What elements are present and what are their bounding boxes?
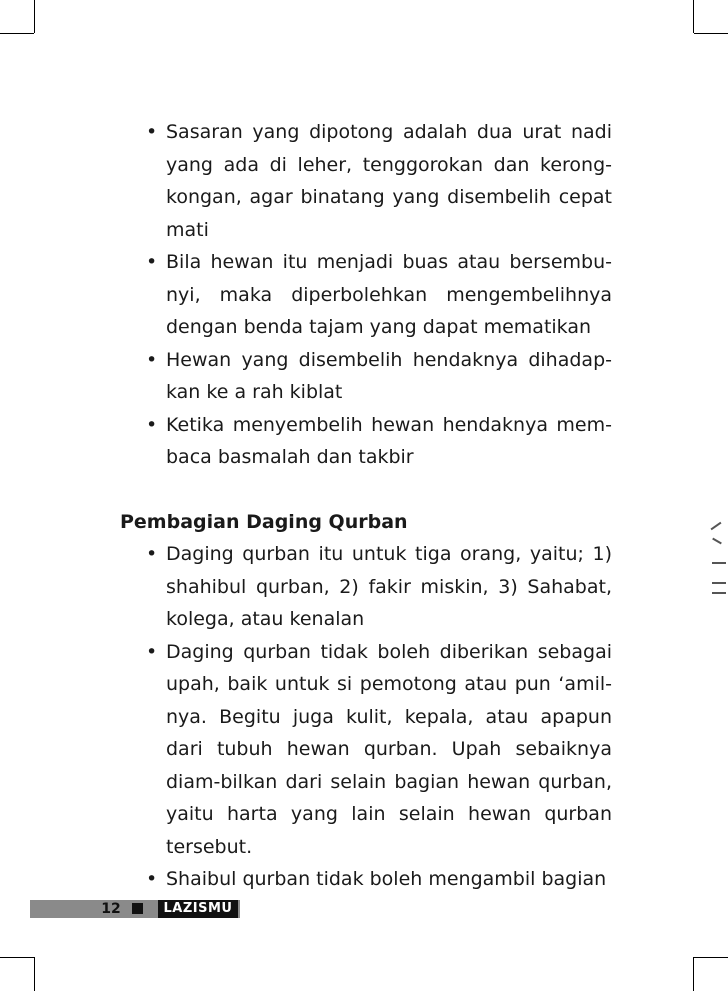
crop-mark-top-left-v [34, 0, 35, 33]
crop-mark-bottom-left-v [34, 957, 35, 991]
list-item [120, 636, 612, 864]
bullet-icon: • [146, 640, 158, 663]
crop-mark-bottom-right-h [694, 957, 728, 958]
bullet-icon: • [146, 543, 158, 565]
list-item [120, 116, 612, 246]
bullet-icon: • [146, 251, 158, 273]
square-icon [132, 903, 143, 914]
crop-mark-top-left-h [0, 33, 34, 34]
page-number: 12 [101, 901, 121, 917]
list-item [120, 246, 612, 344]
margin-scribble-mark [712, 562, 726, 564]
margin-scribble-mark [712, 592, 726, 594]
bullet-icon: • [146, 413, 158, 436]
bullet-icon: • [146, 121, 158, 143]
bullet-list-section-1 [120, 116, 612, 474]
bullet-list-section-2 [120, 538, 612, 896]
crop-mark-top-right-v [693, 0, 694, 33]
brand-label: LAZISMU [158, 900, 238, 918]
list-item [120, 344, 612, 409]
list-item-text: Hewan yang disembelih hendaknya dihadap-kan ke a rah kiblat [166, 348, 612, 403]
margin-scribble-mark [711, 522, 722, 531]
list-item-text: Sasaran yang dipotong adalah dua urat nadi yang ada di leher, tenggorokan dan kerong-kongan, agar binatang yang disembelih cepat mati [166, 121, 612, 241]
bullet-icon: • [146, 868, 158, 890]
bullet-icon: • [146, 348, 158, 371]
crop-mark-bottom-right-v [693, 957, 694, 991]
list-item-text: Daging qurban tidak boleh diberikan sebagai upah, baik untuk si pemotong atau pun ‘amil-nya. Begitu juga kulit, kepala, atau apapun dari tubuh hewan qurban. Upah sebaiknya diam-bilkan dari selain bagian hewan qurban, yaitu harta yang lain selain hewan qurban tersebut. [166, 640, 612, 858]
list-item [120, 409, 612, 474]
list-item-text: Ketika menyembelih hewan hendaknya mem-baca basmalah dan takbir [166, 413, 612, 468]
crop-mark-top-right-h [694, 33, 728, 34]
page-body [120, 116, 612, 896]
crop-mark-bottom-left-h [0, 957, 34, 958]
list-item-text: Bila hewan itu menjadi buas atau bersembu-nyi, maka diperbolehkan mengembelihnya dengan benda tajam yang dapat mematikan [166, 251, 612, 338]
margin-scribble-mark [712, 582, 726, 584]
list-item-text: Shaibul qurban tidak boleh mengambil bagian [166, 868, 607, 890]
list-item [120, 538, 612, 636]
section-heading: Pembagian Daging Qurban [120, 510, 408, 533]
list-item [120, 863, 612, 896]
margin-scribble-mark [712, 538, 722, 545]
list-item-text: Daging qurban itu untuk tiga orang, yaitu; 1) shahibul qurban, 2) fakir miskin, 3) Sahabat, kolega, atau kenalan [166, 543, 612, 630]
